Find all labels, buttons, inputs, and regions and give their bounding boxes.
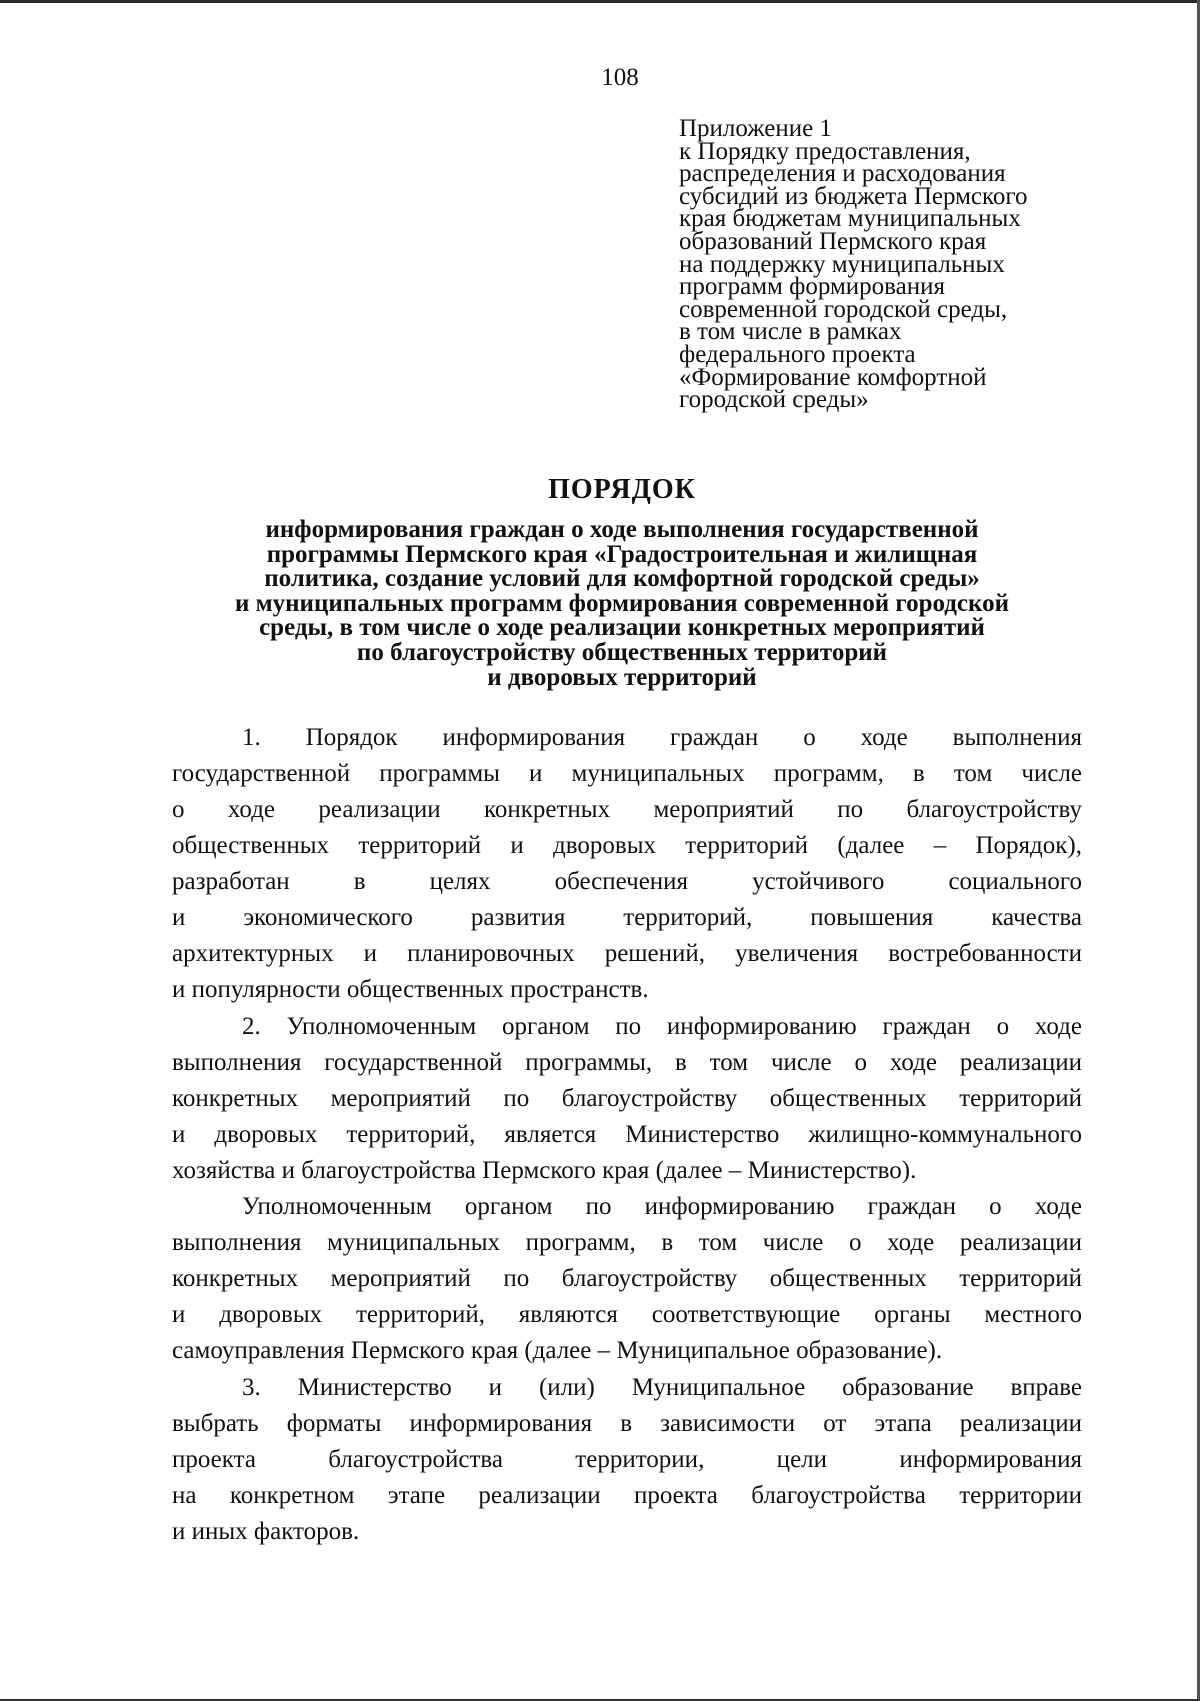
paragraph-4-line: на конкретном этапе реализации проекта благоустройства территории	[172, 1482, 1082, 1509]
subtitle-line: по благоустройству общественных территорий	[356, 638, 888, 666]
paragraph-4-line: проекта благоустройства территории, цели информирования	[172, 1446, 1082, 1473]
page-number: 108	[601, 64, 639, 91]
appendix-line: образований Пермского края	[679, 227, 987, 255]
appendix-block	[679, 115, 1149, 414]
appendix-line: «Формирование комфортной	[679, 363, 987, 391]
paragraph-1-line: о ходе реализации конкретных мероприятий по благоустройству	[172, 796, 1082, 823]
appendix-line: распределения и расходования	[679, 160, 1006, 188]
paragraph-2-line: 2. Уполномоченным органом по информированию граждан о ходе	[242, 1013, 1082, 1040]
subtitle-line: и дворовых территорий	[487, 663, 757, 691]
paragraph-2-line: выполнения государственной программы, в том числе о ходе реализации	[172, 1049, 1082, 1076]
appendix-line: в том числе в рамках	[679, 318, 902, 346]
subtitle-line: программы Пермского края «Градостроительная и жилищная	[266, 540, 978, 568]
subtitle-line: информирования граждан о ходе выполнения государственной	[265, 516, 979, 543]
subtitle-line: политика, создание условий для комфортной городской среды»	[264, 565, 980, 593]
appendix-line: программ формирования	[679, 273, 945, 301]
paragraph-4-line: 3. Министерство и (или) Муниципальное образование вправе	[242, 1374, 1082, 1401]
paragraph-2-line: конкретных мероприятий по благоустройству общественных территорий	[172, 1085, 1082, 1112]
document-subtitle	[0, 518, 1200, 690]
appendix-line: на поддержку муниципальных	[679, 250, 1005, 278]
paragraph-3-line: Уполномоченным органом по информированию граждан о ходе	[242, 1193, 1082, 1220]
paragraph-1-line: 1. Порядок информирования граждан о ходе выполнения	[242, 724, 1082, 751]
appendix-line: к Порядку предоставления,	[679, 137, 971, 165]
paragraph-2-line: хозяйства и благоустройства Пермского края (далее – Министерство).	[172, 1157, 917, 1184]
scan-edge-top	[0, 0, 1200, 3]
paragraph-4-line: выбрать форматы информирования в зависимости от этапа реализации	[172, 1410, 1082, 1437]
document-title: ПОРЯДОК	[548, 474, 696, 505]
paragraph-3-line: и дворовых территорий, являются соответствующие органы местного	[172, 1301, 1082, 1328]
paragraph-3-line: самоуправления Пермского края (далее – Муниципальное образование).	[172, 1337, 943, 1364]
paragraph-3-line: выполнения муниципальных программ, в том числе о ходе реализации	[172, 1229, 1082, 1256]
paragraph-4-line: и иных факторов.	[172, 1518, 360, 1545]
paragraph-1-line: и популярности общественных пространств.	[172, 976, 649, 1003]
appendix-line: субсидий из бюджета Пермского	[679, 182, 1028, 210]
paragraph-1-line: общественных территорий и дворовых территорий (далее – Порядок),	[172, 832, 1082, 859]
paragraph-2-line: и дворовых территорий, является Министерство жилищно-коммунального	[172, 1121, 1082, 1148]
appendix-line: современной городской среды,	[679, 295, 1008, 323]
subtitle-line: и муниципальных программ формирования современной городской	[234, 589, 1010, 617]
paragraph-1-line: архитектурных и планировочных решений, увеличения востребованности	[172, 940, 1082, 967]
appendix-line: городской среды»	[679, 386, 869, 414]
paragraph-1-line: государственной программы и муниципальных программ, в том числе	[172, 760, 1082, 787]
subtitle-line: среды, в том числе о ходе реализации конкретных мероприятий	[259, 614, 985, 642]
paragraph-1-line: и экономического развития территорий, повышения качества	[172, 904, 1082, 931]
paragraph-1-line: разработан в целях обеспечения устойчивого социального	[172, 868, 1082, 895]
appendix-line: федерального проекта	[679, 340, 916, 368]
appendix-line: края бюджетам муниципальных	[679, 205, 1021, 233]
appendix-line: Приложение 1	[679, 115, 832, 142]
paragraph-3-line: конкретных мероприятий по благоустройству общественных территорий	[172, 1265, 1082, 1292]
